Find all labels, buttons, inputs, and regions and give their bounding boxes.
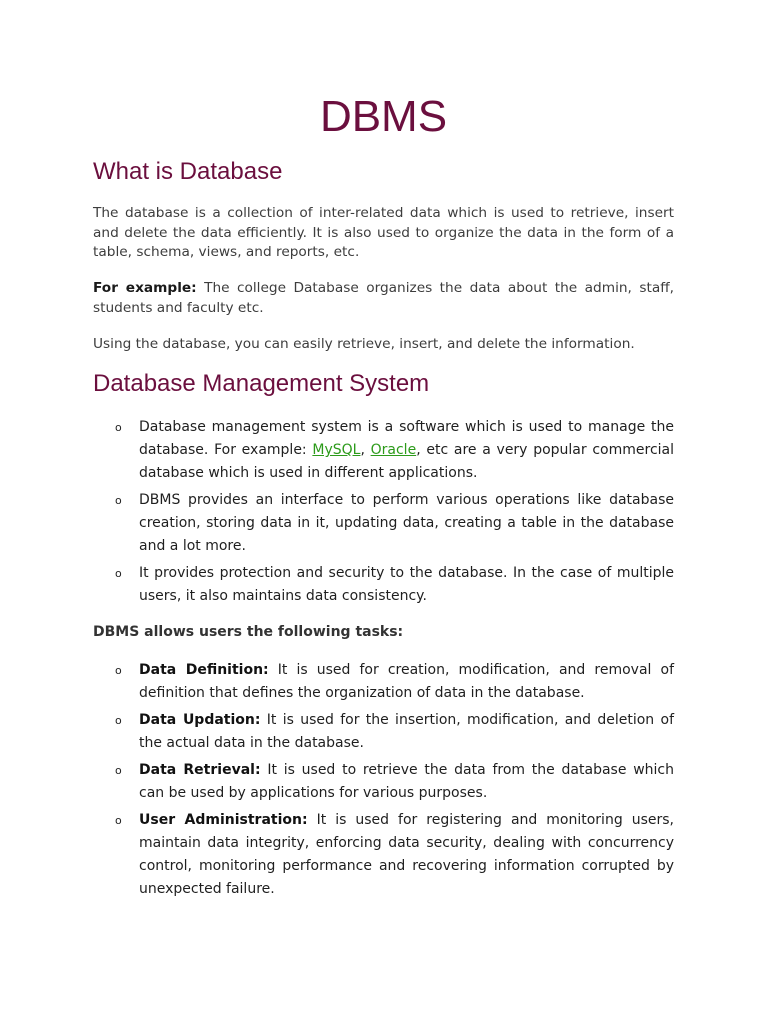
example-label: For example:: [93, 280, 197, 296]
bullet-circle-icon: o: [115, 714, 122, 727]
tasks-bullet-list: [93, 659, 674, 905]
heading-dbms: Database Management System: [93, 370, 430, 397]
dbms-bullet-list: [93, 416, 674, 612]
bullet-circle-icon: o: [115, 567, 122, 580]
tasks-lead: DBMS allows users the following tasks:: [93, 624, 404, 640]
list-item: o It provides protection and security to the database. In the case of multiple users, it also maintains data consistency.: [93, 562, 674, 608]
list-item: o Data Definition: It is used for creation, modification, and removal of definition that defines the organization of data in the database.: [93, 659, 674, 705]
paragraph-using-database: Using the database, you can easily retrieve, insert, and delete the information.: [93, 336, 635, 352]
list-item: o Database management system is a software which is used to manage the database. For example: MySQL, Oracle, etc are a very popular commercial database which is used in different applications.: [93, 416, 674, 485]
example-text: The college Database organizes the data about the admin, staff, students and faculty etc.: [93, 280, 674, 316]
bullet-circle-icon: o: [115, 421, 122, 434]
page-title: DBMS: [319, 92, 448, 141]
bullet-circle-icon: o: [115, 814, 122, 827]
oracle-link[interactable]: Oracle: [370, 442, 417, 458]
paragraph-example: [93, 279, 674, 318]
bullet-circle-icon: o: [115, 664, 122, 677]
heading-what-is-database: What is Database: [93, 158, 283, 185]
list-item: o Data Updation: It is used for the insertion, modification, and deletion of the actual data in the database.: [93, 709, 674, 755]
bullet-circle-icon: o: [115, 764, 122, 777]
list-item: o DBMS provides an interface to perform various operations like database creation, storing data in it, updating data, creating a table in the database and a lot more.: [93, 489, 674, 558]
paragraph-database-definition: The database is a collection of inter-related data which is used to retrieve, insert and delete the data efficiently. It is also used to organize the data in the form of a table, schema, views, and reports, etc.: [93, 205, 674, 260]
list-item: o Data Retrieval: It is used to retrieve the data from the database which can be used by applications for various purposes.: [93, 759, 674, 805]
bullet-circle-icon: o: [115, 494, 122, 507]
list-item: o User Administration: It is used for registering and monitoring users, maintain data integrity, enforcing data security, dealing with concurrency control, monitoring performance and recovering information corrupted by unexpected failure.: [93, 809, 674, 901]
mysql-link[interactable]: MySQL: [312, 442, 361, 458]
